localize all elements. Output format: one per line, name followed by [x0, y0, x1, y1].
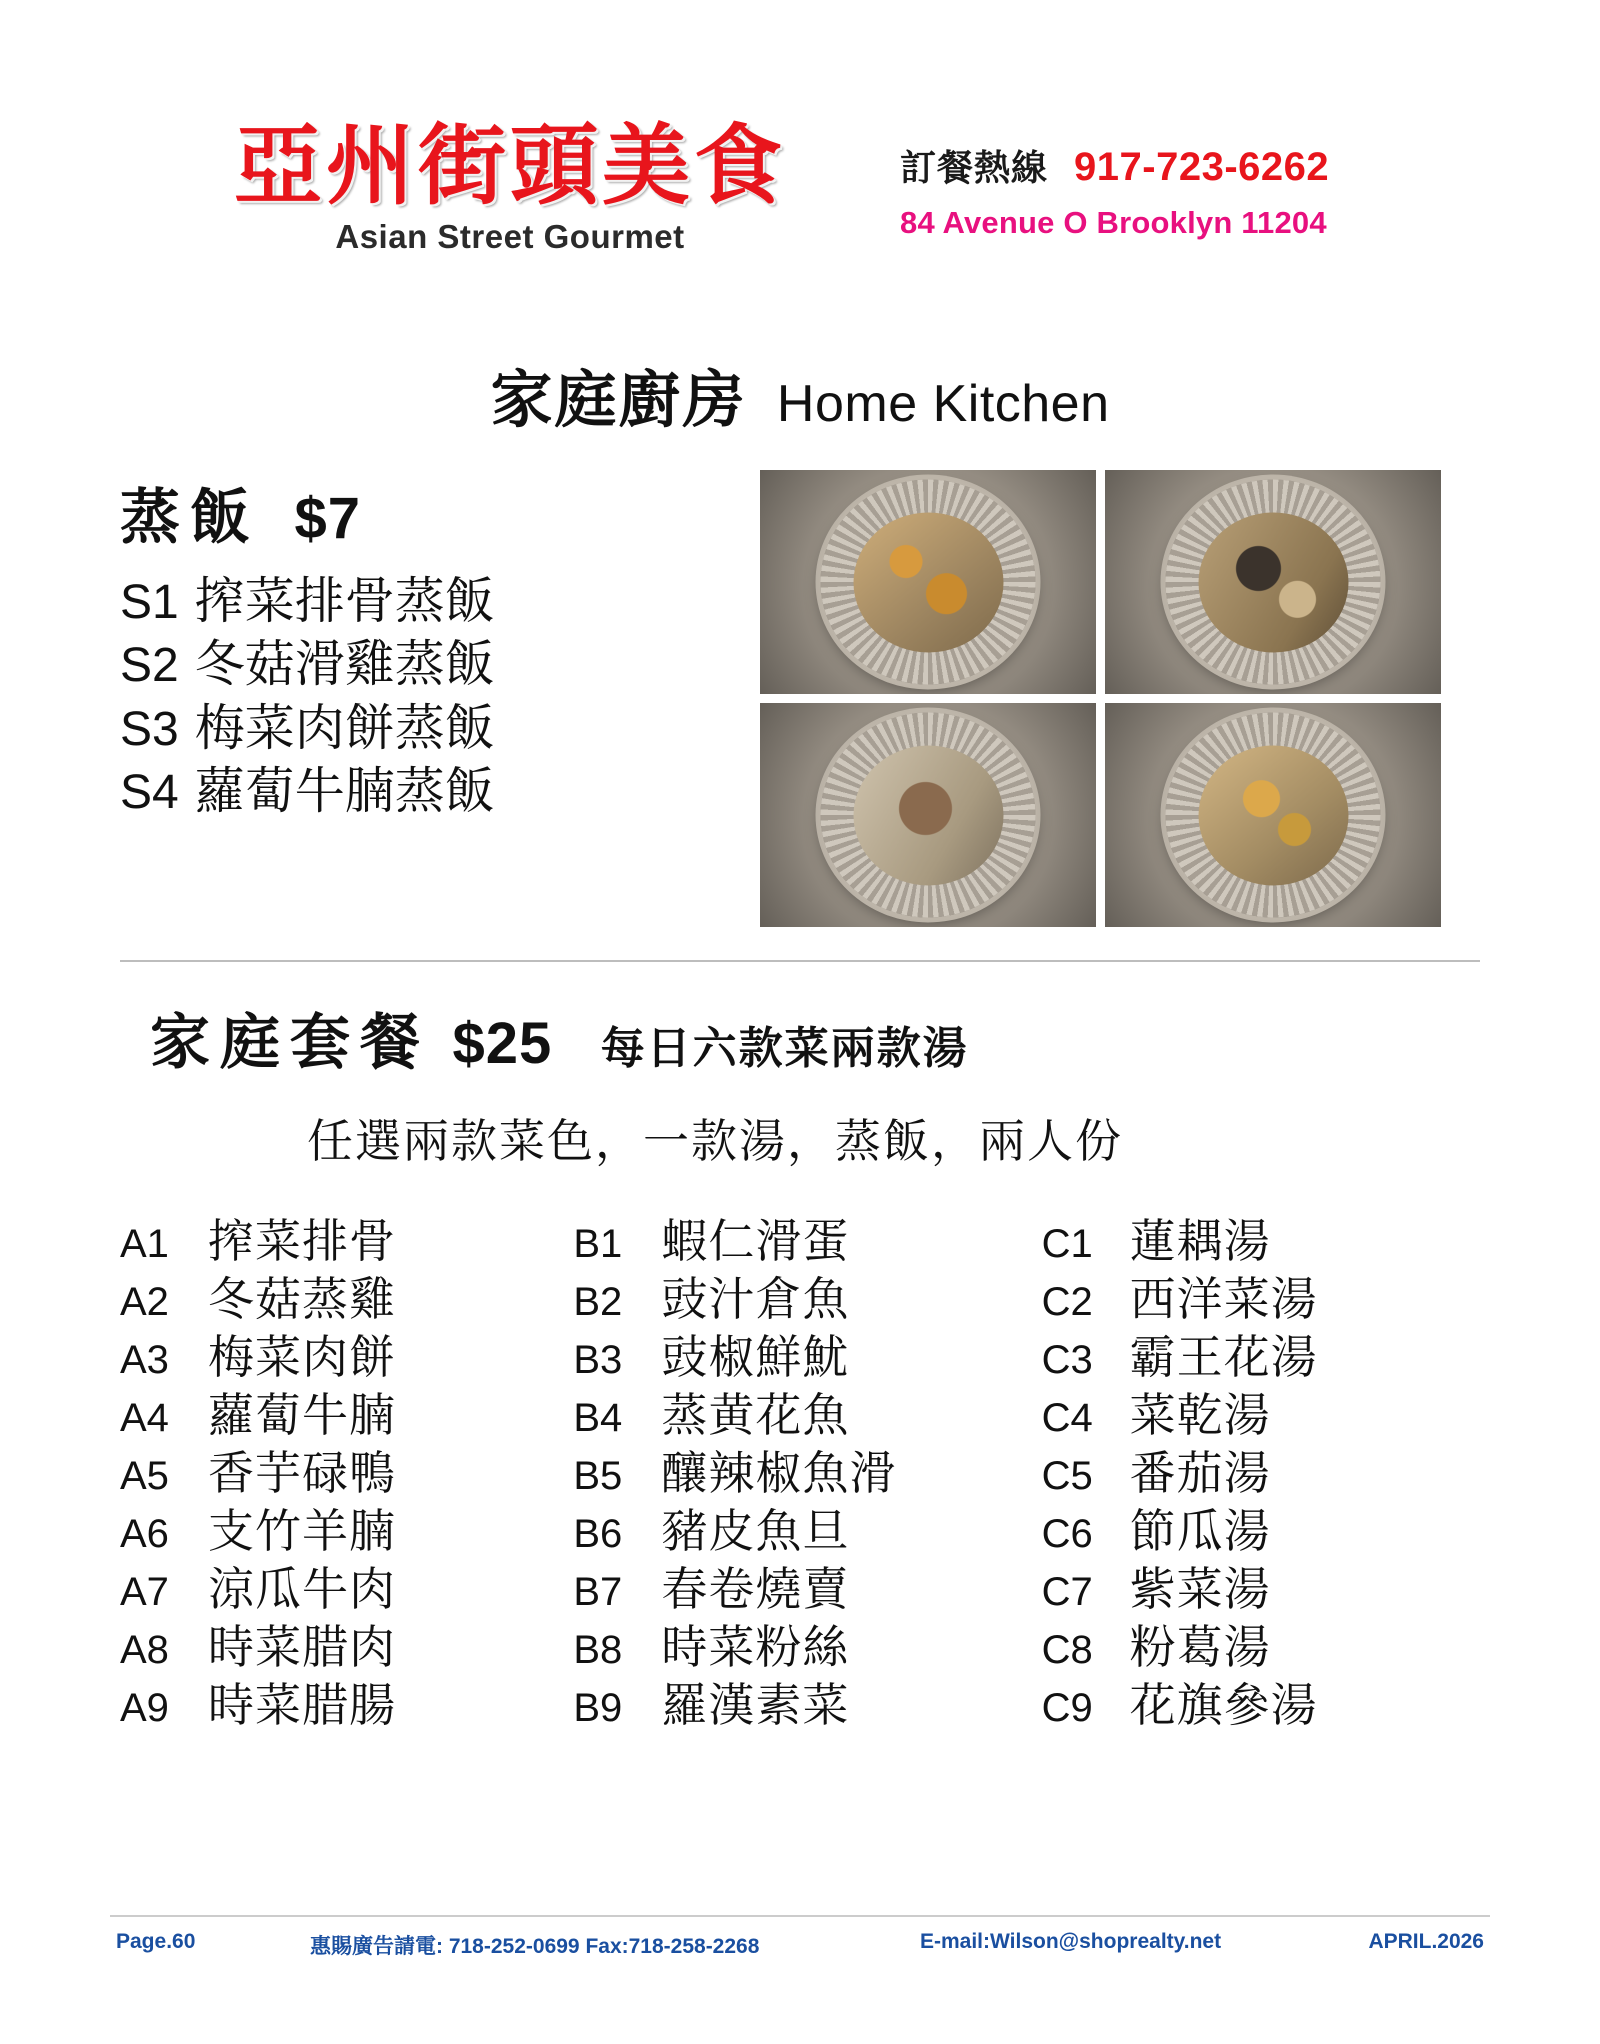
item-code: A1	[120, 1222, 169, 1266]
list-item	[573, 1263, 1011, 1326]
item-name: 時菜粉絲	[661, 1620, 850, 1674]
list-item	[120, 1611, 558, 1674]
order-hotline-label: 訂餐熱線	[900, 148, 1049, 189]
item-code: B8	[573, 1628, 623, 1672]
item-name: 粉葛湯	[1129, 1620, 1271, 1674]
menu-column-c	[1012, 1205, 1480, 1732]
list-item	[1041, 1669, 1480, 1732]
list-item	[573, 1437, 1011, 1500]
photo-vignette	[1105, 470, 1441, 694]
item-name: 搾菜排骨蒸飯	[194, 572, 495, 630]
page-footer	[110, 1930, 1490, 1970]
contact-block	[900, 140, 1500, 241]
item-name: 紫菜湯	[1129, 1562, 1271, 1616]
item-name: 冬菇滑雞蒸飯	[194, 635, 495, 694]
list-item	[120, 633, 740, 696]
dish-photo-4	[1105, 703, 1441, 927]
family-set-title: 家庭套餐	[150, 1008, 430, 1078]
dish-photo-grid	[760, 470, 1450, 930]
item-name: 搾菜排骨	[208, 1214, 396, 1268]
section-divider	[120, 960, 1480, 962]
item-code: B5	[573, 1454, 623, 1498]
item-name: 蘿蔔牛腩	[208, 1388, 396, 1442]
item-code: S1	[120, 576, 179, 629]
item-name: 冬菇蒸雞	[208, 1272, 396, 1326]
item-code: C6	[1041, 1512, 1093, 1556]
item-code: C4	[1041, 1396, 1093, 1440]
steamed-rice-section	[120, 470, 740, 824]
item-code: C3	[1041, 1338, 1093, 1382]
item-name: 番茄湯	[1129, 1446, 1271, 1500]
item-name: 釀辣椒魚滑	[661, 1446, 897, 1500]
footer-date: APRIL.2026	[1368, 1930, 1484, 1953]
item-name: 時菜腊腸	[208, 1678, 396, 1732]
item-code: A6	[120, 1512, 169, 1556]
list-item	[1041, 1553, 1480, 1616]
list-item	[1041, 1437, 1480, 1500]
list-item	[573, 1611, 1011, 1674]
section-title-chinese: 家庭廚房	[490, 363, 747, 436]
order-hotline-row	[900, 140, 1500, 191]
item-name: 春卷燒賣	[661, 1562, 850, 1616]
store-address: 84 Avenue O Brooklyn 11204	[900, 205, 1327, 240]
item-code: C9	[1041, 1686, 1093, 1730]
item-code: B3	[573, 1338, 623, 1382]
item-code: C5	[1041, 1454, 1093, 1498]
list-item	[1041, 1321, 1480, 1384]
item-name: 節瓜湯	[1129, 1504, 1271, 1558]
steamed-rice-price: $7	[294, 486, 361, 551]
item-code: B2	[573, 1280, 623, 1324]
list-item	[1041, 1495, 1480, 1558]
item-name: 豬皮魚旦	[661, 1504, 850, 1558]
photo-vignette	[1105, 703, 1441, 927]
item-name: 豉汁倉魚	[661, 1272, 850, 1326]
list-item	[1041, 1205, 1480, 1268]
brand-title-english: Asian Street Gourmet	[335, 218, 685, 256]
list-item	[120, 1205, 558, 1268]
list-item	[573, 1495, 1011, 1558]
item-name: 蓮耦湯	[1129, 1214, 1271, 1268]
list-item	[120, 1495, 558, 1558]
list-item	[120, 760, 740, 823]
steamed-rice-heading	[120, 470, 740, 556]
family-set-subtitle: 任選兩款菜色，一款湯，蒸飯，兩人份	[307, 1114, 1123, 1168]
item-code: C2	[1041, 1280, 1093, 1324]
section-title-home-kitchen	[0, 350, 1600, 439]
item-name: 香芋碌鴨	[208, 1446, 396, 1500]
family-set-price: $25	[452, 1011, 553, 1076]
item-code: B9	[573, 1686, 623, 1730]
item-name: 花旗參湯	[1129, 1678, 1318, 1732]
footer-ad-label: 惠賜廣告請電	[310, 1934, 436, 1958]
list-item	[120, 1263, 558, 1326]
list-item	[120, 570, 740, 633]
item-code: A2	[120, 1280, 169, 1324]
item-name: 蒸黄花魚	[661, 1388, 850, 1442]
brand-title-chinese: 亞州街頭美食	[233, 114, 786, 217]
item-name: 豉椒鮮魷	[661, 1330, 850, 1384]
family-set-heading	[150, 995, 1470, 1081]
item-code: S3	[120, 702, 179, 756]
list-item	[573, 1669, 1011, 1732]
list-item	[120, 1379, 558, 1442]
footer-ad-contact	[310, 1930, 759, 1960]
order-phone-number[interactable]: 917-723-6262	[1074, 145, 1330, 189]
photo-vignette	[760, 703, 1096, 927]
list-item	[573, 1205, 1011, 1268]
item-code: B4	[573, 1396, 623, 1440]
list-item	[120, 697, 740, 760]
item-name: 蝦仁滑蛋	[661, 1214, 850, 1268]
item-name: 蘿蔔牛腩蒸飯	[194, 762, 495, 821]
item-name: 時菜腊肉	[208, 1620, 396, 1674]
steamed-rice-title: 蒸飯	[120, 483, 260, 553]
item-code: S2	[120, 639, 179, 693]
item-code: A4	[120, 1396, 169, 1440]
item-name: 涼瓜牛肉	[208, 1562, 396, 1616]
dish-photo-2	[1105, 470, 1441, 694]
item-code: C1	[1041, 1222, 1093, 1266]
item-name: 支竹羊腩	[208, 1504, 396, 1558]
menu-column-a	[120, 1205, 558, 1732]
footer-page-number: Page.60	[116, 1930, 196, 1953]
list-item	[120, 1437, 558, 1500]
list-item	[120, 1321, 558, 1384]
list-item	[1041, 1611, 1480, 1674]
item-code: S4	[120, 766, 179, 820]
item-code: A9	[120, 1686, 169, 1730]
item-code: A5	[120, 1454, 169, 1498]
list-item	[573, 1553, 1011, 1616]
footer-email[interactable]: E-mail:Wilson@shoprealty.net	[920, 1930, 1222, 1953]
list-item	[120, 1553, 558, 1616]
list-item	[573, 1321, 1011, 1384]
item-name: 梅菜肉餅	[208, 1330, 396, 1384]
item-code: A7	[120, 1570, 169, 1614]
item-name: 羅漢素菜	[661, 1678, 850, 1732]
item-code: B1	[573, 1222, 623, 1266]
page-header	[0, 114, 1600, 320]
menu-columns	[120, 1205, 1480, 1732]
family-set-note: 每日六款菜兩款湯	[600, 1023, 969, 1074]
item-name: 梅菜肉餅蒸飯	[194, 698, 495, 757]
list-item	[1041, 1263, 1480, 1326]
footer-divider	[110, 1915, 1490, 1917]
item-name: 霸王花湯	[1129, 1330, 1318, 1384]
item-code: C8	[1041, 1628, 1093, 1672]
item-code: A3	[120, 1338, 169, 1382]
item-code: B7	[573, 1570, 623, 1614]
list-item	[1041, 1379, 1480, 1442]
section-title-english: Home Kitchen	[776, 375, 1110, 433]
item-name: 菜乾湯	[1129, 1388, 1271, 1442]
brand-block	[140, 114, 880, 256]
footer-ad-phone: : 718-252-0699 Fax:718-258-2268	[436, 1935, 760, 1958]
list-item	[573, 1379, 1011, 1442]
item-name: 西洋菜湯	[1129, 1272, 1318, 1326]
menu-column-b	[558, 1205, 1011, 1732]
photo-vignette	[760, 470, 1096, 694]
list-item	[120, 1669, 558, 1732]
item-code: A8	[120, 1628, 169, 1672]
dish-photo-1	[760, 470, 1096, 694]
item-code: B6	[573, 1512, 623, 1556]
item-code: C7	[1041, 1570, 1093, 1614]
dish-photo-3	[760, 703, 1096, 927]
